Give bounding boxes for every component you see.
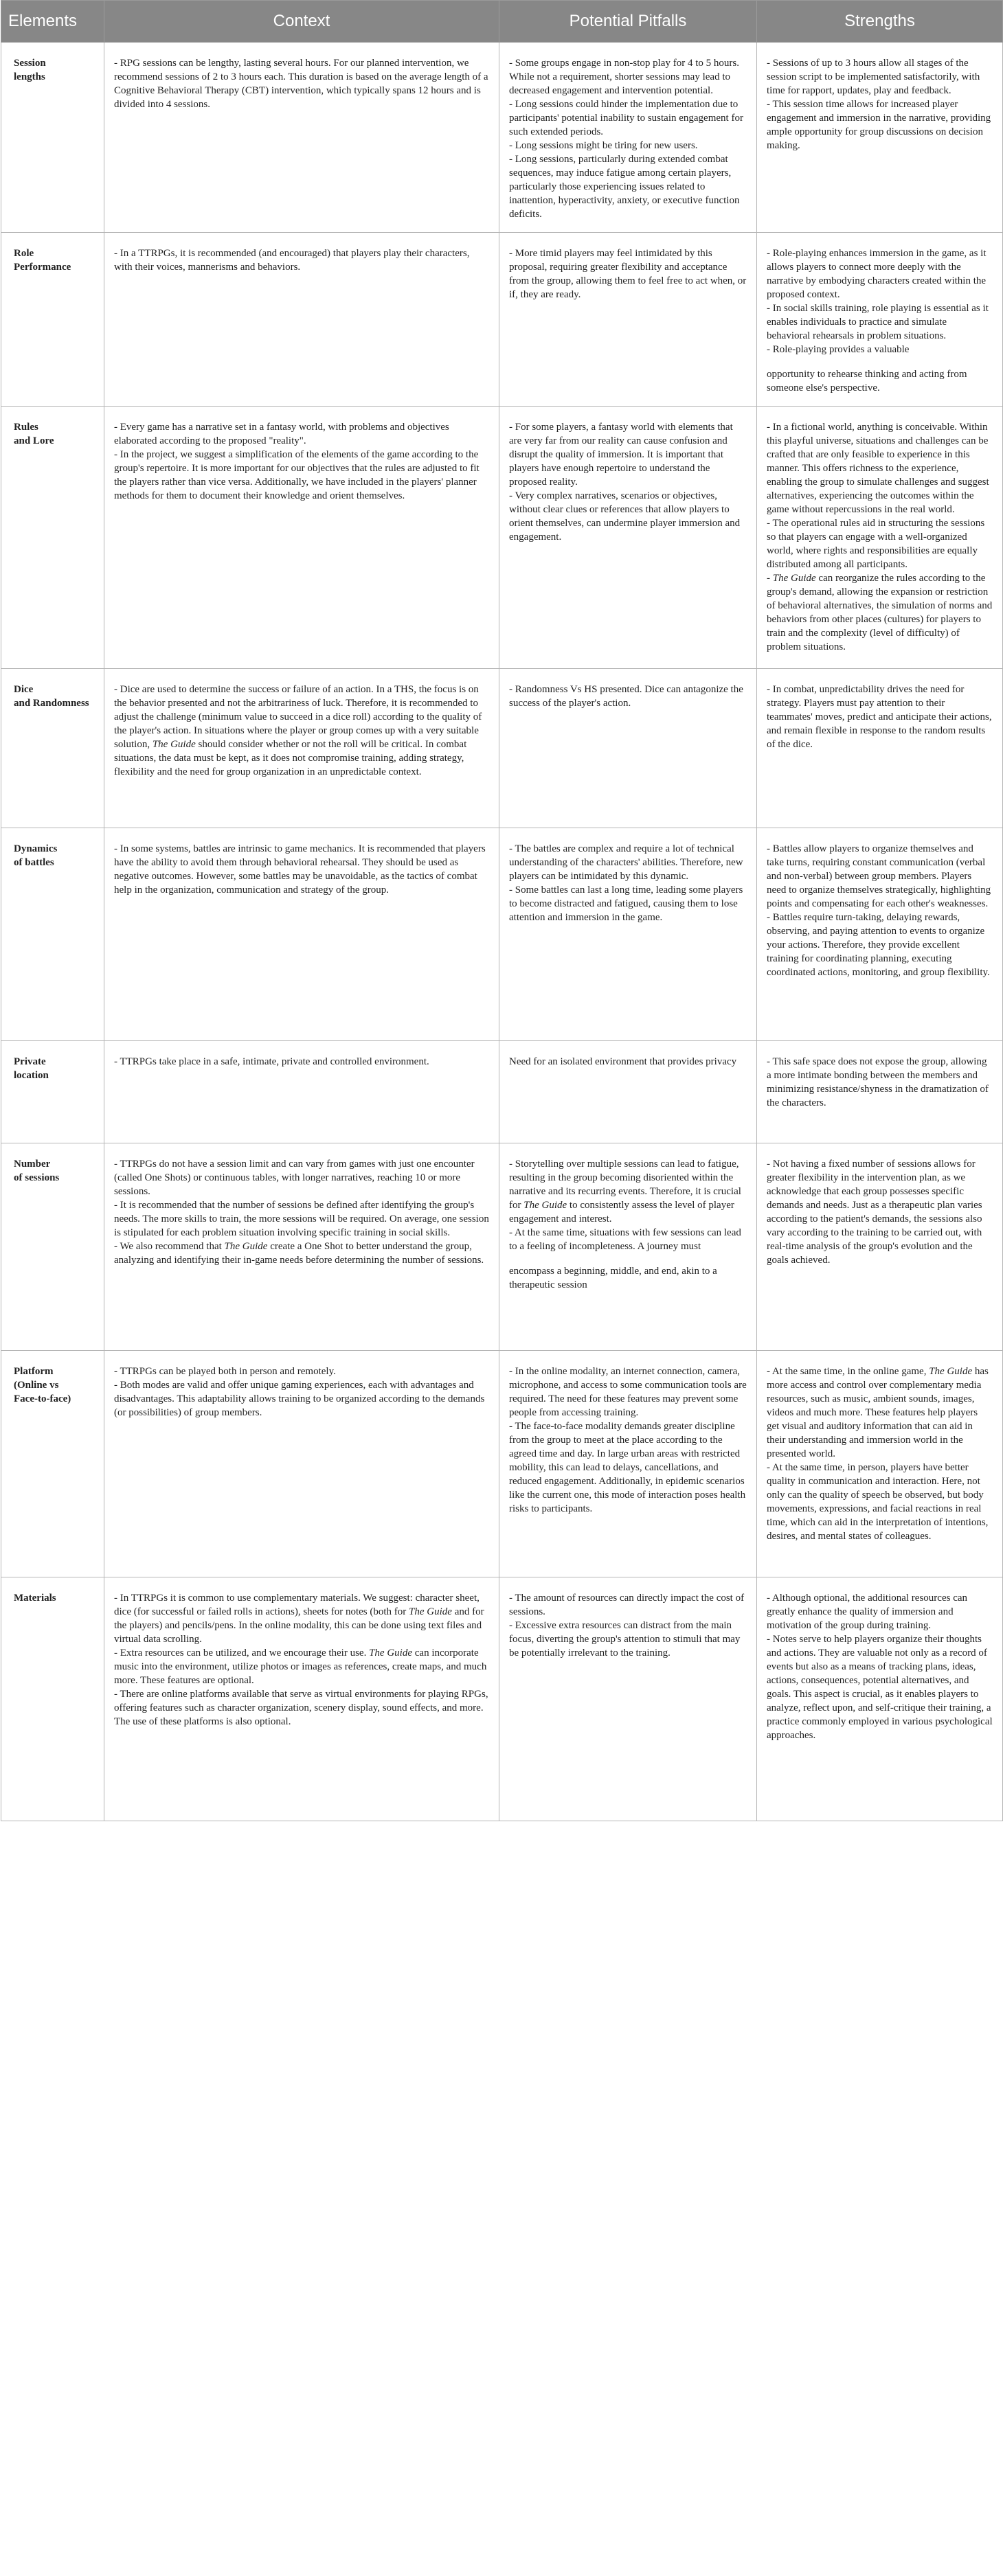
cell-paragraph: - Role-playing provides a valuable xyxy=(767,344,910,355)
cell-paragraph: Need for an isolated environment that provides privacy xyxy=(509,1056,737,1067)
potential-pitfalls-cell xyxy=(499,233,757,407)
cell-paragraph: - Very complex narratives, scenarios or objectives, without clear clues or references that allow players to orient themselves, can undermine player immersion and engagement. xyxy=(509,490,741,543)
cell-paragraph: - Battles allow players to organize themselves and take turns, requiring constant communication (verbal and non-verbal) between group members. Players need to organize themselves strategically, highlighting points and compensating for each other's weaknesses. xyxy=(767,843,991,909)
cell-paragraph: - Battles require turn-taking, delaying rewards, observing, and paying attention to events to organize your actions. Therefore, they provide excellent training for coordinating planning, executing coordinated actions, monitoring, and group flexibility. xyxy=(767,912,990,978)
potential-pitfalls-cell xyxy=(499,1351,757,1577)
strengths-cell xyxy=(757,669,1003,828)
cell-paragraph: - The operational rules aid in structuring the sessions so that players can engage with a well-organized world, where rights and responsibilities are equally distributed among all participants. xyxy=(767,518,985,570)
cell-paragraph: - It is recommended that the number of sessions be defined after identifying the group's needs. The more skills to train, the more sessions will be required. On average, one session is stipulated for each problem situation involving specific training in social skills. xyxy=(114,1200,489,1238)
cell-paragraph: - There are online platforms available that serve as virtual environments for playing RPGs, offering features such as character organization, scenery display, sound effects, and more. The use of these platforms is also optional. xyxy=(114,1689,488,1727)
the-guide-term: The Guide xyxy=(772,573,816,584)
cell-paragraph: - Sessions of up to 3 hours allow all stages of the session script to be implemented satisfactorily, with time for rapport, updates, play and feedback. xyxy=(767,58,980,96)
cell-paragraph: - Excessive extra resources can distract from the main focus, diverting the group's attention to stimuli that may be potentially irrelevant to the training. xyxy=(509,1620,741,1659)
cell-paragraph: - Dice are used to determine the success or failure of an action. In a THS, the focus is on the behavior presented and not the arbitrariness of luck. Therefore, it is recommended to adjust the challenge (minimum value to succeed in a dice roll) according to the quality of the player's action. In situations where the player or group comes up with a very suitable solution, The Guide should consider whether or not the roll will be critical. In combat situations, the data must be kept, as it does not compromise training, adding strategy, flexibility and the need for group organization in an unpredictable context. xyxy=(114,684,482,777)
context-cell xyxy=(104,669,499,828)
the-guide-term: The Guide xyxy=(929,1366,973,1377)
cell-paragraph: - The battles are complex and require a lot of technical understanding of the characters' abilities. Therefore, new players can be intimidated by this dynamic. xyxy=(509,843,743,882)
potential-pitfalls-cell xyxy=(499,828,757,1041)
strengths-cell xyxy=(757,1351,1003,1577)
potential-pitfalls-cell xyxy=(499,669,757,828)
table-row xyxy=(1,1577,1003,1821)
header-potential-pitfalls: Potential Pitfalls xyxy=(499,1,757,43)
element-name-cell xyxy=(1,1577,104,1821)
cell-paragraph: - In social skills training, role playing is essential as it enables individuals to practice and simulate behavioral rehearsals in problem situations. xyxy=(767,303,989,341)
table-row xyxy=(1,43,1003,233)
element-name-line: lengths xyxy=(14,71,45,82)
cell-paragraph: - Some battles can last a long time, leading some players to become distracted and fatigued, causing them to lose attention and immersion in the game. xyxy=(509,885,743,923)
cell-paragraph: - Some groups engage in non-stop play for 4 to 5 hours. While not a requirement, shorter sessions may lead to decreased engagement and intervention potential. xyxy=(509,58,739,96)
cell-paragraph: - In the project, we suggest a simplification of the elements of the game according to the group's repertoire. It is more important for our objectives that the rules are adjusted to fit the players rather than vice versa. Additionally, we have included in the players' planner methods for them to document their knowledge and orient themselves. xyxy=(114,449,480,501)
context-cell xyxy=(104,43,499,233)
strengths-cell xyxy=(757,43,1003,233)
element-name-cell xyxy=(1,407,104,669)
element-name-line: Materials xyxy=(14,1593,56,1604)
element-name-line: Performance xyxy=(14,262,71,273)
header-row xyxy=(1,1,1003,43)
table-row xyxy=(1,1143,1003,1351)
cell-paragraph: - In a fictional world, anything is conceivable. Within this playful universe, situations and challenges can be crafted that are only feasible to experience in this manner. This offers richness to the experience, enabling the group to simulate challenges and suggest alternatives, experiencing the outcomes within the game without repercussions in the real world. xyxy=(767,422,989,515)
cell-paragraph: - TTRPGs do not have a session limit and can vary from games with just one encounter (called One Shots) or continuous tables, with longer narratives, reaching 10 or more sessions. xyxy=(114,1159,475,1197)
cell-paragraph: - TTRPGs take place in a safe, intimate, private and controlled environment. xyxy=(114,1056,429,1067)
element-name-line: (Online vs xyxy=(14,1380,59,1391)
guidelines-table xyxy=(1,0,1003,1821)
element-name-line: of battles xyxy=(14,857,54,868)
cell-paragraph: - RPG sessions can be lengthy, lasting several hours. For our planned intervention, we recommend sessions of 2 to 3 hours each. This duration is based on the average length of a Cognitive Behavioral Therapy (CBT) intervention, which typically spans 12 hours and is divided into 4 sessions. xyxy=(114,58,488,110)
element-name-line: Role xyxy=(14,248,34,259)
table-row xyxy=(1,1041,1003,1143)
cell-paragraph: - TTRPGs can be played both in person and remotely. xyxy=(114,1366,336,1377)
the-guide-term: The Guide xyxy=(224,1241,268,1252)
cell-paragraph: - The Guide can reorganize the rules according to the group's demand, allowing the expansion or restriction of behavioral alternatives, the simulation of norms and behaviors from other places (cultures) for players to train and the complexity (level of difficulty) of problem situations. xyxy=(767,573,993,652)
table-row xyxy=(1,233,1003,407)
element-name-cell xyxy=(1,828,104,1041)
context-cell xyxy=(104,1577,499,1821)
potential-pitfalls-cell xyxy=(499,1577,757,1821)
element-name-line: and Lore xyxy=(14,435,54,446)
table-header xyxy=(1,1,1003,43)
cell-paragraph: - This safe space does not expose the group, allowing a more intimate bonding between the members and minimizing resistance/shyness in the dramatization of the characters. xyxy=(767,1056,989,1108)
potential-pitfalls-cell xyxy=(499,1041,757,1143)
cell-paragraph: - Role-playing enhances immersion in the game, as it allows players to connect more deeply with the narrative by embodying characters created within the proposed context. xyxy=(767,248,987,300)
header-elements: Elements xyxy=(1,1,104,43)
potential-pitfalls-cell xyxy=(499,407,757,669)
context-cell xyxy=(104,1041,499,1143)
element-name-line: of sessions xyxy=(14,1172,60,1183)
element-name-cell xyxy=(1,669,104,828)
element-name-line: Dice xyxy=(14,684,34,695)
the-guide-term: The Guide xyxy=(369,1648,413,1659)
cell-paragraph: - At the same time, situations with few sessions can lead to a feeling of incompleteness. A journey must xyxy=(509,1227,741,1252)
the-guide-term: The Guide xyxy=(523,1200,567,1211)
strengths-cell xyxy=(757,828,1003,1041)
header-strengths: Strengths xyxy=(757,1,1003,43)
cell-paragraph: - More timid players may feel intimidated by this proposal, requiring greater flexibility and acceptance from the group, allowing them to feel free to act when, or if, they are ready. xyxy=(509,248,747,300)
cell-paragraph: - Storytelling over multiple sessions can lead to fatigue, resulting in the group becoming disoriented within the narrative and its recurring events. Therefore, it is crucial for The Guide to consistently assess the level of player engagement and interest. xyxy=(509,1159,741,1224)
cell-paragraph: - We also recommend that The Guide create a One Shot to better understand the group, analyzing and identifying their in-game needs before determining the number of sessions. xyxy=(114,1241,484,1266)
cell-paragraph: - At the same time, in the online game, The Guide has more access and control over complementary media resources, such as music, ambient sounds, images, videos and much more. These features help players get visual and auditory information that can aid in their understanding and immersion world in the presented world. xyxy=(767,1366,989,1459)
potential-pitfalls-cell xyxy=(499,43,757,233)
cell-paragraph: - The amount of resources can directly impact the cost of sessions. xyxy=(509,1593,745,1617)
element-name-cell xyxy=(1,43,104,233)
table-row xyxy=(1,407,1003,669)
element-name-cell xyxy=(1,1041,104,1143)
cell-paragraph: - In TTRPGs it is common to use complementary materials. We suggest: character sheet, dice (for successful or failed rolls in actions), sheets for notes (both for The Guide and for the players) and pencils/pens. In the online modality, this can be done using text files and virtual data scrolling. xyxy=(114,1593,484,1645)
cell-paragraph: - In the online modality, an internet connection, camera, microphone, and access to some communication tools are required. The need for these features may prevent some people from accessing training. xyxy=(509,1366,747,1418)
element-name-cell xyxy=(1,1143,104,1351)
cell-paragraph: - In some systems, battles are intrinsic to game mechanics. It is recommended that players have the ability to avoid them through behavioral rehearsal. They should be used as negative outcomes. However, some battles may be unavoidable, as the tactics of combat help in the organization, communication and strategy of the group. xyxy=(114,843,486,896)
the-guide-term: The Guide xyxy=(409,1606,452,1617)
cell-paragraph: - At the same time, in person, players have better quality in communication and interaction. Here, not only can the quality of speech be observed, but body movements, expressions, and facial reactions in real time, which can aid in the interpretation of intentions, desires, and mental states of colleagues. xyxy=(767,1462,989,1542)
element-name-line: Platform xyxy=(14,1366,54,1377)
cell-paragraph: - Every game has a narrative set in a fantasy world, with problems and objectives elaborated according to the proposed "reality". xyxy=(114,422,449,446)
element-name-line: Dynamics xyxy=(14,843,58,854)
element-name-line: Face-to-face) xyxy=(14,1393,71,1404)
strengths-cell xyxy=(757,407,1003,669)
cell-paragraph: - Although optional, the additional resources can greatly enhance the quality of immersion and motivation of the group during training. xyxy=(767,1593,968,1631)
cell-paragraph: opportunity to rehearse thinking and acting from someone else's perspective. xyxy=(767,369,967,394)
cell-paragraph: - For some players, a fantasy world with elements that are very far from our reality can cause confusion and disrupt the quality of immersion. It is important that players have enough repertoire to understand the proposed reality. xyxy=(509,422,733,488)
cell-paragraph: - Both modes are valid and offer unique gaming experiences, each with advantages and disadvantages. This adaptability allows training to be organized according to the demands (or possibilities) of group members. xyxy=(114,1380,485,1418)
element-name-line: Rules xyxy=(14,422,38,433)
element-name-line: Number xyxy=(14,1159,51,1170)
context-cell xyxy=(104,1351,499,1577)
cell-paragraph: - In combat, unpredictability drives the need for strategy. Players must pay attention to their teammates' moves, predict and anticipate their actions, and remain flexible in response to the random results of the dice. xyxy=(767,684,992,750)
strengths-cell xyxy=(757,1041,1003,1143)
element-name-line: and Randomness xyxy=(14,698,89,709)
table-body xyxy=(1,43,1003,1821)
cell-paragraph: - Randomness Vs HS presented. Dice can antagonize the success of the player's action. xyxy=(509,684,743,709)
element-name-line: Private xyxy=(14,1056,46,1067)
strengths-cell xyxy=(757,233,1003,407)
element-name-cell xyxy=(1,233,104,407)
cell-paragraph: - Extra resources can be utilized, and we encourage their use. The Guide can incorporate music into the environment, utilize photos or images as references, create maps, and much more. These features are optional. xyxy=(114,1648,487,1686)
cell-paragraph: - Long sessions could hinder the implementation due to participants' potential inability to sustain engagement for such extended periods. xyxy=(509,99,743,137)
cell-paragraph: - In a TTRPGs, it is recommended (and encouraged) that players play their characters, with their voices, mannerisms and behaviors. xyxy=(114,248,470,273)
context-cell xyxy=(104,1143,499,1351)
header-context: Context xyxy=(104,1,499,43)
cell-paragraph: - This session time allows for increased player engagement and immersion in the narrative, providing ample opportunity for group discussions on decision making. xyxy=(767,99,991,151)
potential-pitfalls-cell xyxy=(499,1143,757,1351)
element-name-cell xyxy=(1,1351,104,1577)
table-row xyxy=(1,669,1003,828)
table-row xyxy=(1,828,1003,1041)
cell-paragraph: encompass a beginning, middle, and end, akin to a therapeutic session xyxy=(509,1266,717,1290)
cell-paragraph: - Long sessions, particularly during extended combat sequences, may induce fatigue among certain players, particularly those experiencing issues related to inattention, hyperactivity, anxiety, or executive function deficits. xyxy=(509,154,740,220)
cell-paragraph: - The face-to-face modality demands greater discipline from the group to meet at the place according to the agreed time and day. In large urban areas with restricted mobility, this can lead to delays, cancellations, and reduced engagement. Additionally, in epidemic scenarios like the current one, this mode of interaction poses health risks to participants. xyxy=(509,1421,746,1514)
element-name-line: location xyxy=(14,1070,49,1081)
cell-paragraph: - Notes serve to help players organize their thoughts and actions. They are valuable not only as a record of events but also as a means of tracking plans, ideas, actions, consequences, potential alternatives, and goals. This aspect is crucial, as it enables players to analyze, reflect upon, and self-critique their training, a practice commonly employed in various psychological approaches. xyxy=(767,1634,993,1741)
the-guide-term: The Guide xyxy=(152,739,196,750)
cell-paragraph: - Not having a fixed number of sessions allows for greater flexibility in the intervention plan, as we acknowledge that each group possesses specific demands and needs. Just as a therapeutic plan varies according to the patient's demands, the sessions also vary according to the training to be carried out, with real-time analysis of the group's evolution and the goals achieved. xyxy=(767,1159,982,1266)
element-name-line: Session xyxy=(14,58,46,69)
context-cell xyxy=(104,828,499,1041)
cell-paragraph: - Long sessions might be tiring for new users. xyxy=(509,140,698,151)
strengths-cell xyxy=(757,1577,1003,1821)
context-cell xyxy=(104,407,499,669)
table-row xyxy=(1,1351,1003,1577)
context-cell xyxy=(104,233,499,407)
strengths-cell xyxy=(757,1143,1003,1351)
